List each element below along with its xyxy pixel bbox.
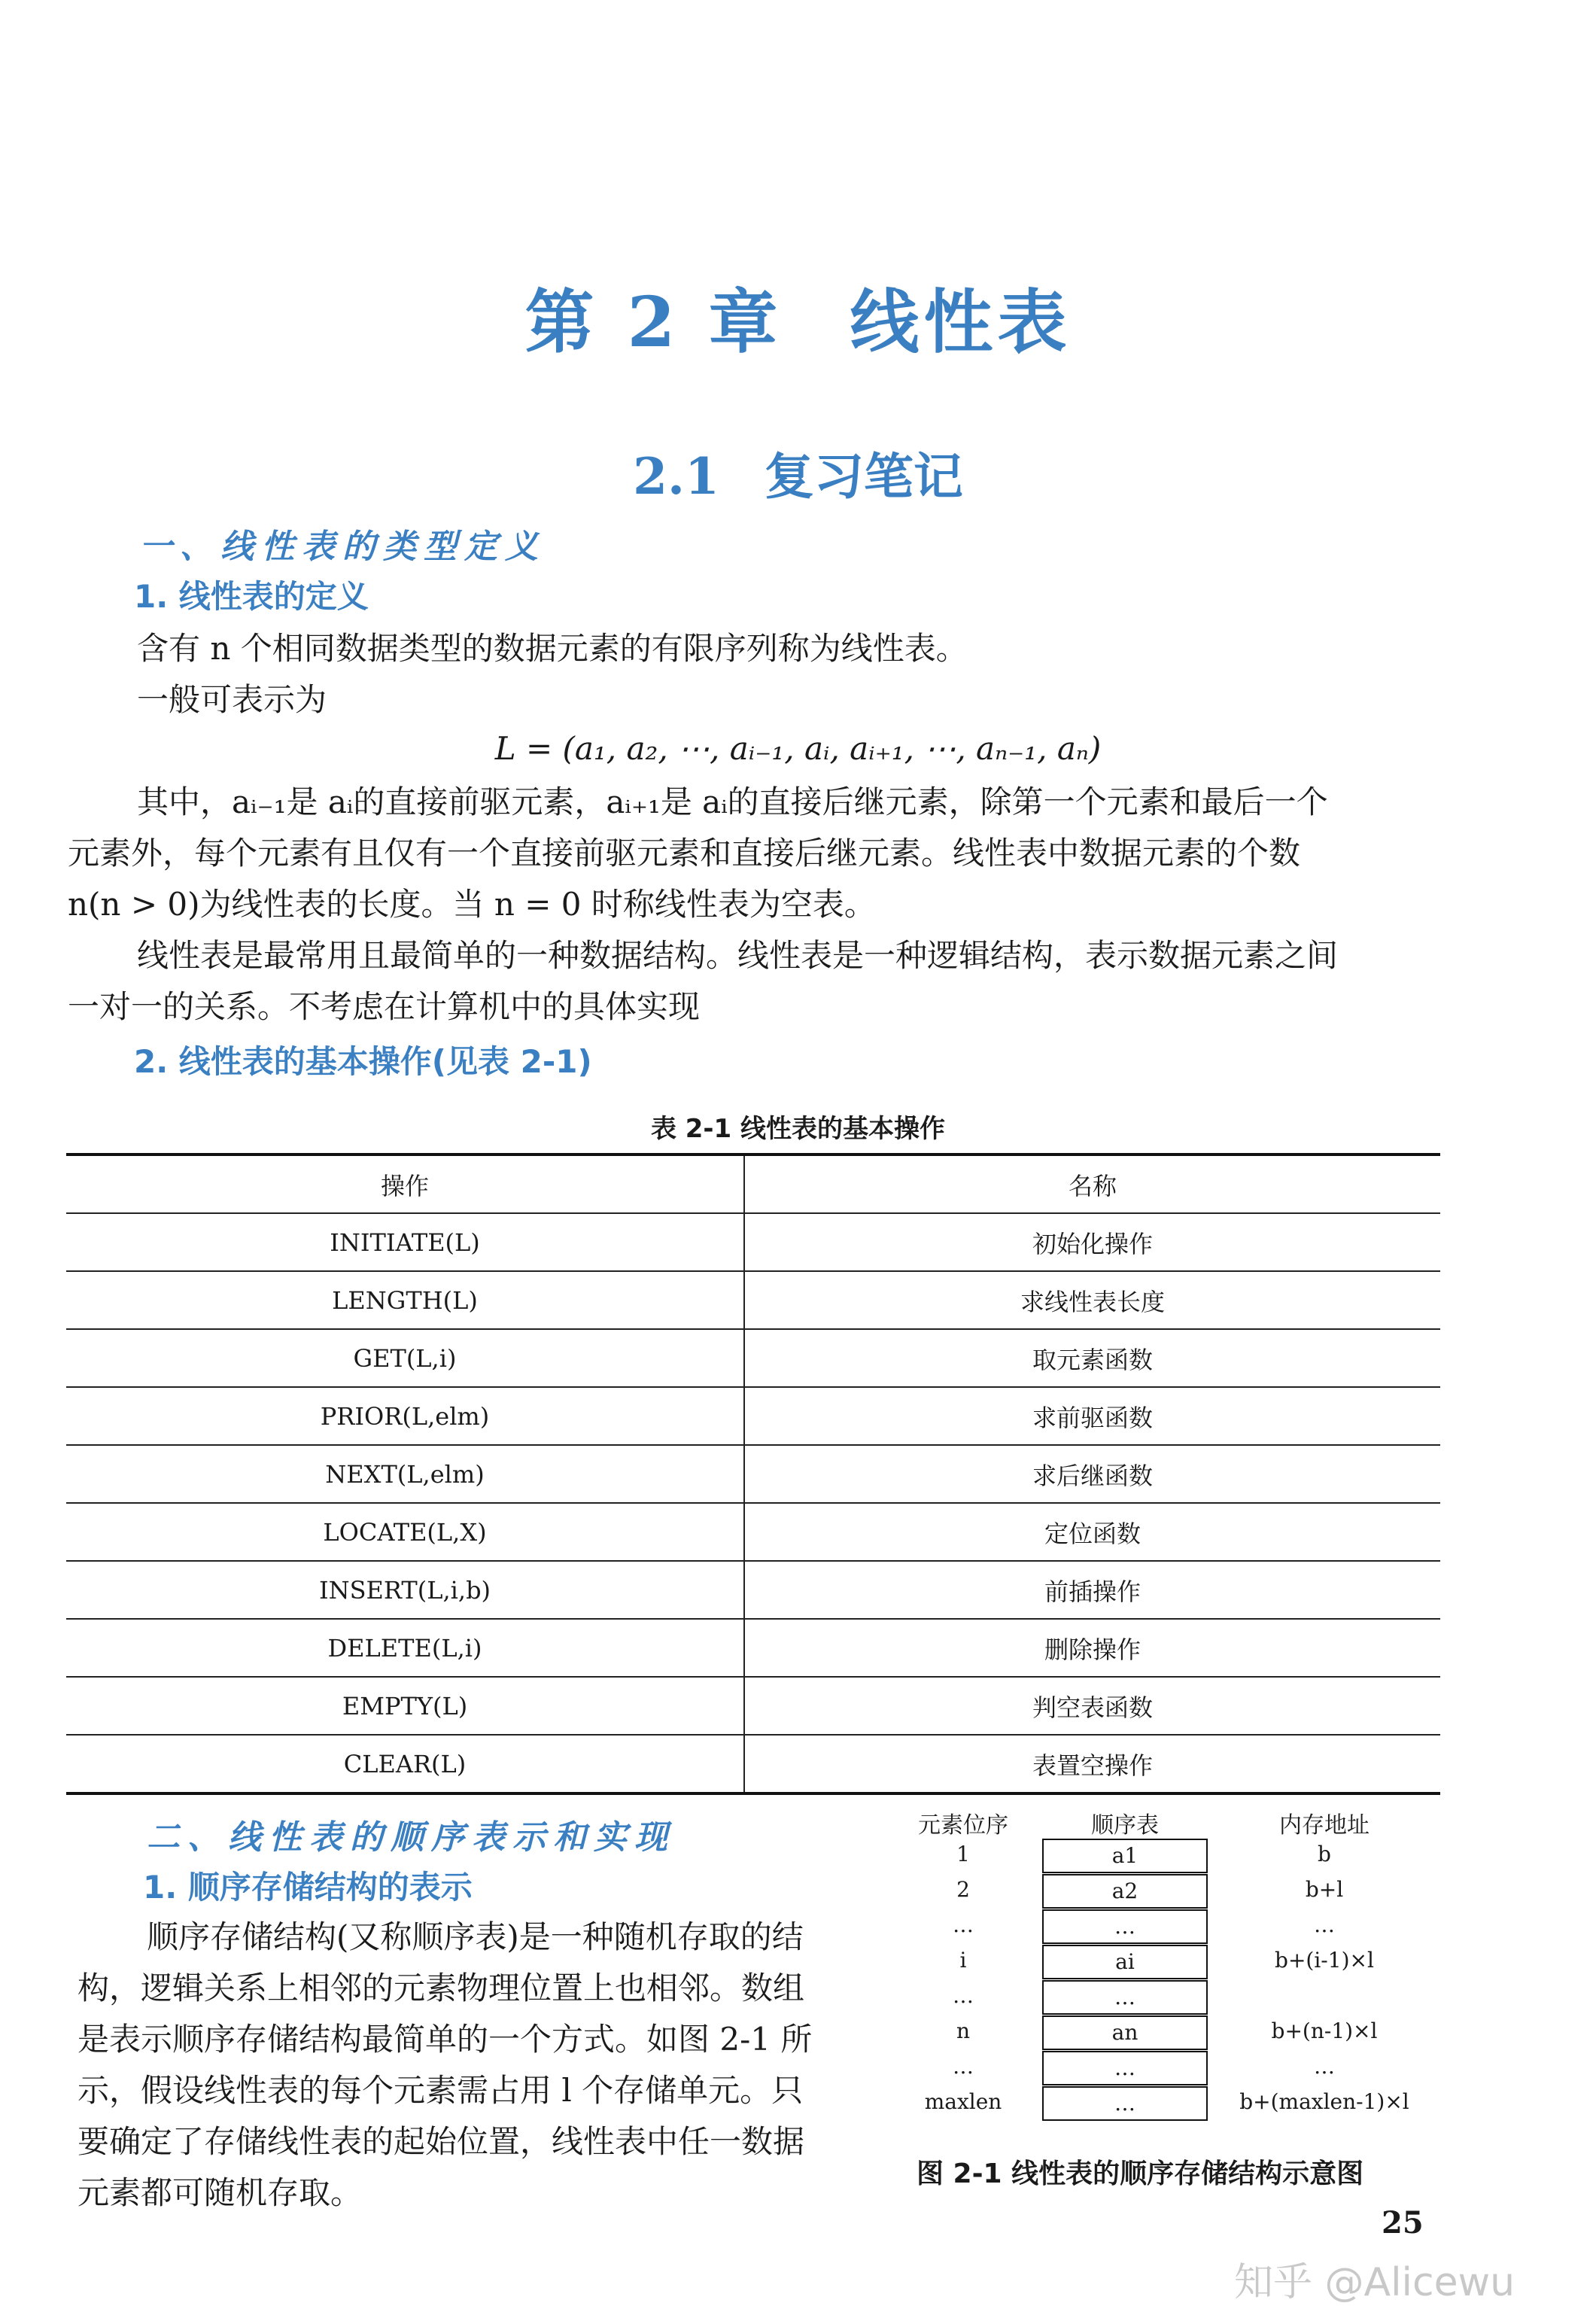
- table-row: [66, 1271, 1440, 1329]
- table-row: [66, 1677, 1440, 1735]
- figure-address: b+(i-1)×l: [1275, 1948, 1374, 1973]
- part1-heading: 一、线性表的类型定义: [139, 528, 546, 566]
- page-number: 25: [1382, 2205, 1424, 2241]
- part1-sub1: 1. 线性表的定义: [134, 578, 369, 615]
- figure-cell: a2: [1042, 1874, 1208, 1909]
- figure-cell: …: [1042, 1980, 1208, 2015]
- part2-heading: 二、线性表的顺序表示和实现: [147, 1818, 675, 1857]
- operation-cell: LENGTH(L): [66, 1271, 744, 1329]
- paragraph-line: 元素外，每个元素有且仅有一个直接前驱元素和直接后继元素。线性表中数据元素的个数: [68, 835, 1301, 872]
- figure-header-position: 元素位序: [918, 1812, 1008, 1839]
- table-row: [66, 1735, 1440, 1793]
- table-row: [66, 1329, 1440, 1387]
- paragraph-line: 线性表是最常用且最简单的一种数据结构。线性表是一种逻辑结构，表示数据元素之间: [137, 937, 1339, 974]
- figure-cell: an: [1042, 2015, 1208, 2050]
- operation-cell: PRIOR(L,elm): [66, 1387, 744, 1445]
- name-cell: 删除操作: [744, 1619, 1440, 1677]
- table-row: [66, 1213, 1440, 1271]
- name-cell: 取元素函数: [744, 1329, 1440, 1387]
- table-header-operation: 操作: [66, 1154, 744, 1213]
- table-row: [66, 1503, 1440, 1561]
- operations-table: [66, 1153, 1440, 1795]
- paragraph-general: 一般可表示为: [137, 681, 327, 718]
- chapter-name: 线性表: [850, 281, 1072, 363]
- operation-cell: EMPTY(L): [66, 1677, 744, 1735]
- operation-cell: INSERT(L,i,b): [66, 1561, 744, 1619]
- figure-position: …: [953, 1912, 974, 1937]
- part1-sub2: 2. 线性表的基本操作(见表 2-1): [134, 1043, 592, 1080]
- name-cell: 前插操作: [744, 1561, 1440, 1619]
- table-row: [66, 1561, 1440, 1619]
- figure-address: b+(maxlen-1)×l: [1239, 2089, 1409, 2114]
- figure-address: b+l: [1305, 1877, 1344, 1902]
- operation-cell: CLEAR(L): [66, 1735, 744, 1793]
- name-cell: 表置空操作: [744, 1735, 1440, 1793]
- table-row: [66, 1619, 1440, 1677]
- paragraph-line: 顺序存储结构(又称顺序表)是一种随机存取的结: [147, 1918, 804, 1955]
- operation-cell: GET(L,i): [66, 1329, 744, 1387]
- section-number: 2.1: [633, 447, 719, 506]
- name-cell: 判空表函数: [744, 1677, 1440, 1735]
- chapter-number: 第 2 章: [524, 281, 783, 363]
- paragraph-line: 示，假设线性表的每个元素需占用 l 个存储单元。只: [78, 2072, 804, 2109]
- operation-cell: NEXT(L,elm): [66, 1445, 744, 1503]
- figure-position: …: [953, 1983, 974, 2008]
- name-cell: 求后继函数: [744, 1445, 1440, 1503]
- figure-cell: …: [1042, 2086, 1208, 2121]
- figure-address: b: [1318, 1842, 1331, 1866]
- paragraph-line: 构，逻辑关系上相邻的元素物理位置上也相邻。数组: [78, 1970, 805, 2006]
- section-name: 复习笔记: [764, 447, 963, 506]
- name-cell: 定位函数: [744, 1503, 1440, 1561]
- name-cell: 求前驱函数: [744, 1387, 1440, 1445]
- operation-cell: LOCATE(L,X): [66, 1503, 744, 1561]
- figure-address: …: [1314, 1912, 1335, 1937]
- table-caption: 表 2-1 线性表的基本操作: [650, 1114, 946, 1144]
- table-row: [66, 1445, 1440, 1503]
- formula: L = (a₁, a₂, ⋯, aᵢ₋₁, aᵢ, aᵢ₊₁, ⋯, aₙ₋₁, aₙ): [494, 730, 1102, 767]
- table-row: [66, 1387, 1440, 1445]
- figure-cell: …: [1042, 1909, 1208, 1944]
- paragraph-line: 其中，aᵢ₋₁是 aᵢ的直接前驱元素，aᵢ₊₁是 aᵢ的直接后继元素，除第一个元素和最后一个: [137, 783, 1328, 820]
- figure-caption: 图 2-1 线性表的顺序存储结构示意图: [917, 2158, 1364, 2189]
- figure-position: maxlen: [924, 2089, 1002, 2114]
- name-cell: 求线性表长度: [744, 1271, 1440, 1329]
- paragraph-line: n(n > 0)为线性表的长度。当 n = 0 时称线性表为空表。: [68, 886, 876, 923]
- table-header-row: [66, 1154, 1440, 1213]
- operation-cell: DELETE(L,i): [66, 1619, 744, 1677]
- figure-header-table: 顺序表: [1091, 1812, 1159, 1839]
- figure-address: …: [1314, 2054, 1335, 2079]
- paragraph-line: 一对一的关系。不考虑在计算机中的具体实现: [68, 988, 701, 1025]
- figure-cell: …: [1042, 2051, 1208, 2085]
- paragraph-definition: 含有 n 个相同数据类型的数据元素的有限序列称为线性表。: [137, 630, 968, 667]
- figure-header-address: 内存地址: [1279, 1812, 1370, 1839]
- paragraph-line: 是表示顺序存储结构最简单的一个方式。如图 2-1 所: [78, 2021, 813, 2058]
- table-header-name: 名称: [744, 1154, 1440, 1213]
- figure-position: 1: [956, 1842, 970, 1866]
- name-cell: 初始化操作: [744, 1213, 1440, 1271]
- figure-cell: a1: [1042, 1839, 1208, 1873]
- section-title: [0, 437, 1596, 508]
- part2-sub1: 1. 顺序存储结构的表示: [143, 1869, 473, 1906]
- watermark: 知乎 @Alicewu: [1234, 2260, 1515, 2305]
- figure-cell: ai: [1042, 1945, 1208, 1979]
- figure-position: i: [959, 1948, 967, 1973]
- figure-position: 2: [956, 1877, 970, 1902]
- figure-address: b+(n-1)×l: [1271, 2018, 1378, 2043]
- paragraph-line: 要确定了存储线性表的起始位置，线性表中任一数据: [78, 2123, 805, 2160]
- paragraph-line: 元素都可随机存取。: [78, 2174, 363, 2211]
- operation-cell: INITIATE(L): [66, 1213, 744, 1271]
- chapter-title: [0, 267, 1596, 367]
- figure-position: …: [953, 2054, 974, 2079]
- figure-position: n: [956, 2018, 971, 2043]
